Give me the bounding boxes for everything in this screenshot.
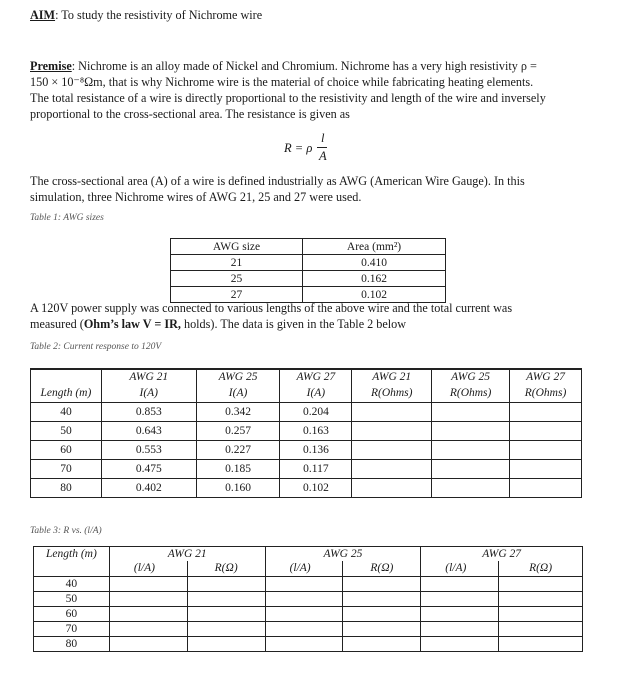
table-row [171,255,446,271]
table3-header-group: AWG 27 [421,547,583,562]
table3-subheader: R(Ω) [499,561,583,577]
table2-cell [432,403,510,422]
table2-cell: 80 [31,479,102,498]
formula-numerator: l [321,131,325,145]
table3-empty-cell [109,592,187,607]
table2-header-unit: I(A) [196,385,280,403]
table3-empty-cell [499,607,583,622]
table1-header-awg: AWG size [171,239,303,255]
awg-line-1: The cross-sectional area (A) of a wire is defined industrially as AWG (American Wire Gauge). In this [30,174,525,188]
table3-caption: Table 3: R vs. (l/A) [30,526,102,536]
table3-empty-cell [265,577,343,592]
table2-header-group: AWG 27 [280,369,352,385]
table2-cell: 0.204 [280,403,352,422]
table2-cell: 0.160 [196,479,280,498]
table1-cell: 0.162 [303,271,446,287]
table-row [34,607,583,622]
table-row [31,422,582,441]
table2-cell [432,422,510,441]
formula-fraction-bar [317,147,327,148]
table-row [31,441,582,460]
premise-line-1: : Nichrome is an alloy made of Nickel and Chromium. Nichrome has a very high resistivity ρ = [71,59,537,73]
table2-cell: 0.117 [280,460,352,479]
table3-empty-cell [421,577,499,592]
table3-empty-cell [187,607,265,622]
table2-header-unit: I(A) [280,385,352,403]
table2-cell [352,441,432,460]
table2-header-length: Length (m) [31,385,102,403]
table3-empty-cell [265,637,343,652]
table2-cell [510,479,582,498]
table1-cell: 25 [171,271,303,287]
table3-header-row-1 [34,547,583,562]
table2-cell [352,403,432,422]
table1-caption: Table 1: AWG sizes [30,213,104,223]
table3-subheader: R(Ω) [343,561,421,577]
table2-header-blank [31,369,102,385]
table1-header-row [171,239,446,255]
table3-empty-cell [187,592,265,607]
table-row [34,637,583,652]
table2-cell: 40 [31,403,102,422]
supply-paragraph [30,300,590,332]
table3-empty-cell [343,637,421,652]
table2-cell [352,479,432,498]
table3-subheader: (l/A) [265,561,343,577]
table2-header-group: AWG 21 [352,369,432,385]
table2-caption: Table 2: Current response to 120V [30,342,162,352]
table2-cell: 0.553 [101,441,196,460]
table2-cell: 0.227 [196,441,280,460]
table2-header-unit: R(Ohms) [510,385,582,403]
table3-empty-cell [343,607,421,622]
table3-subheader: (l/A) [421,561,499,577]
table2-cell: 60 [31,441,102,460]
table2-cell [352,460,432,479]
table2-cell [510,403,582,422]
table2-cell: 0.475 [101,460,196,479]
table1-header-area: Area (mm²) [303,239,446,255]
table3-empty-cell [109,577,187,592]
table3-empty-cell [187,637,265,652]
awg-line-2: simulation, three Nichrome wires of AWG 21, 25 and 27 were used. [30,190,362,204]
table2-header-row-2 [31,385,582,403]
table3-length-cell: 40 [34,577,110,592]
table2-header-unit: R(Ohms) [352,385,432,403]
table-row [31,460,582,479]
table3-empty-cell [109,637,187,652]
table3-empty-cell [421,622,499,637]
table2-cell: 0.257 [196,422,280,441]
table2-cell: 0.342 [196,403,280,422]
table2-cell [432,441,510,460]
table3-empty-cell [265,607,343,622]
table2-header-group: AWG 25 [432,369,510,385]
table3-empty-cell [265,622,343,637]
premise-paragraph [30,58,590,122]
table3-empty-cell [343,592,421,607]
supply-line-1: A 120V power supply was connected to various lengths of the above wire and the total current was [30,301,513,315]
table2-cell [510,422,582,441]
table1-cell: 0.102 [303,287,446,303]
table3-empty-cell [265,592,343,607]
table3-empty-cell [109,607,187,622]
supply-line-2-pre: measured ( [30,317,84,331]
table3-length-cell: 50 [34,592,110,607]
table2-cell [432,479,510,498]
table3-length-cell: 70 [34,622,110,637]
table2-cell: 0.102 [280,479,352,498]
awg-sizes-table [170,238,446,303]
table2-cell: 0.136 [280,441,352,460]
premise-line-3: The total resistance of a wire is directly proportional to the resistivity and length of the wire and inversely [30,91,546,105]
table1-cell: 0.410 [303,255,446,271]
table3-header-row-2 [34,561,583,577]
table2-cell: 50 [31,422,102,441]
table2-cell: 70 [31,460,102,479]
table3-length-cell: 80 [34,637,110,652]
table3-empty-cell [421,607,499,622]
table2-cell: 0.643 [101,422,196,441]
table3-empty-cell [187,577,265,592]
supply-line-2-post: holds). The data is given in the Table 2 below [180,317,407,331]
table-row [34,577,583,592]
table1-cell: 21 [171,255,303,271]
aim-text: : To study the resistivity of Nichrome wire [55,8,263,22]
table2-header-group: AWG 27 [510,369,582,385]
aim-line [30,7,262,23]
table-row [34,592,583,607]
table-row [31,403,582,422]
table2-cell: 0.185 [196,460,280,479]
table3-subheader: R(Ω) [187,561,265,577]
premise-line-4: proportional to the cross-sectional area. The resistance is given as [30,107,350,121]
table2-cell: 0.163 [280,422,352,441]
table3-empty-cell [499,577,583,592]
table2-cell [510,460,582,479]
table3-empty-cell [343,577,421,592]
table3-empty-cell [343,622,421,637]
table2-header-unit: R(Ohms) [432,385,510,403]
premise-label: Premise [30,59,72,73]
table3-subheader: (l/A) [109,561,187,577]
table3-header-group: AWG 25 [265,547,421,562]
table-row [31,479,582,498]
table3-empty-cell [187,622,265,637]
table2-header-row-1 [31,369,582,385]
table3-empty-cell [109,622,187,637]
table2-header-group: AWG 21 [101,369,196,385]
current-response-table [30,368,582,498]
table3-header-group: AWG 21 [109,547,265,562]
aim-label: AIM [30,8,56,22]
table2-cell [352,422,432,441]
table2-header-group: AWG 25 [196,369,280,385]
table3-empty-cell [499,622,583,637]
table3-empty-cell [499,637,583,652]
table3-empty-cell [421,592,499,607]
formula-lhs: R = ρ [284,141,313,155]
ohms-law-text: Ohm’s law V = IR, [83,317,181,331]
table2-cell [432,460,510,479]
table3-header-blank [34,561,110,577]
table2-cell [510,441,582,460]
table3-empty-cell [499,592,583,607]
table3-empty-cell [421,637,499,652]
resistance-vs-ratio-table [33,546,583,652]
table-row [171,271,446,287]
formula-denominator: A [319,149,327,163]
table2-cell: 0.853 [101,403,196,422]
premise-line-2: 150 × 10⁻⁸Ωm, that is why Nichrome wire is the material of choice while fabricating heating elements. [30,75,534,89]
table3-length-cell: 60 [34,607,110,622]
table3-header-length: Length (m) [34,547,110,562]
table2-header-unit: I(A) [101,385,196,403]
table1-cell: 27 [171,287,303,303]
table2-cell: 0.402 [101,479,196,498]
awg-paragraph [30,173,590,205]
table-row [34,622,583,637]
